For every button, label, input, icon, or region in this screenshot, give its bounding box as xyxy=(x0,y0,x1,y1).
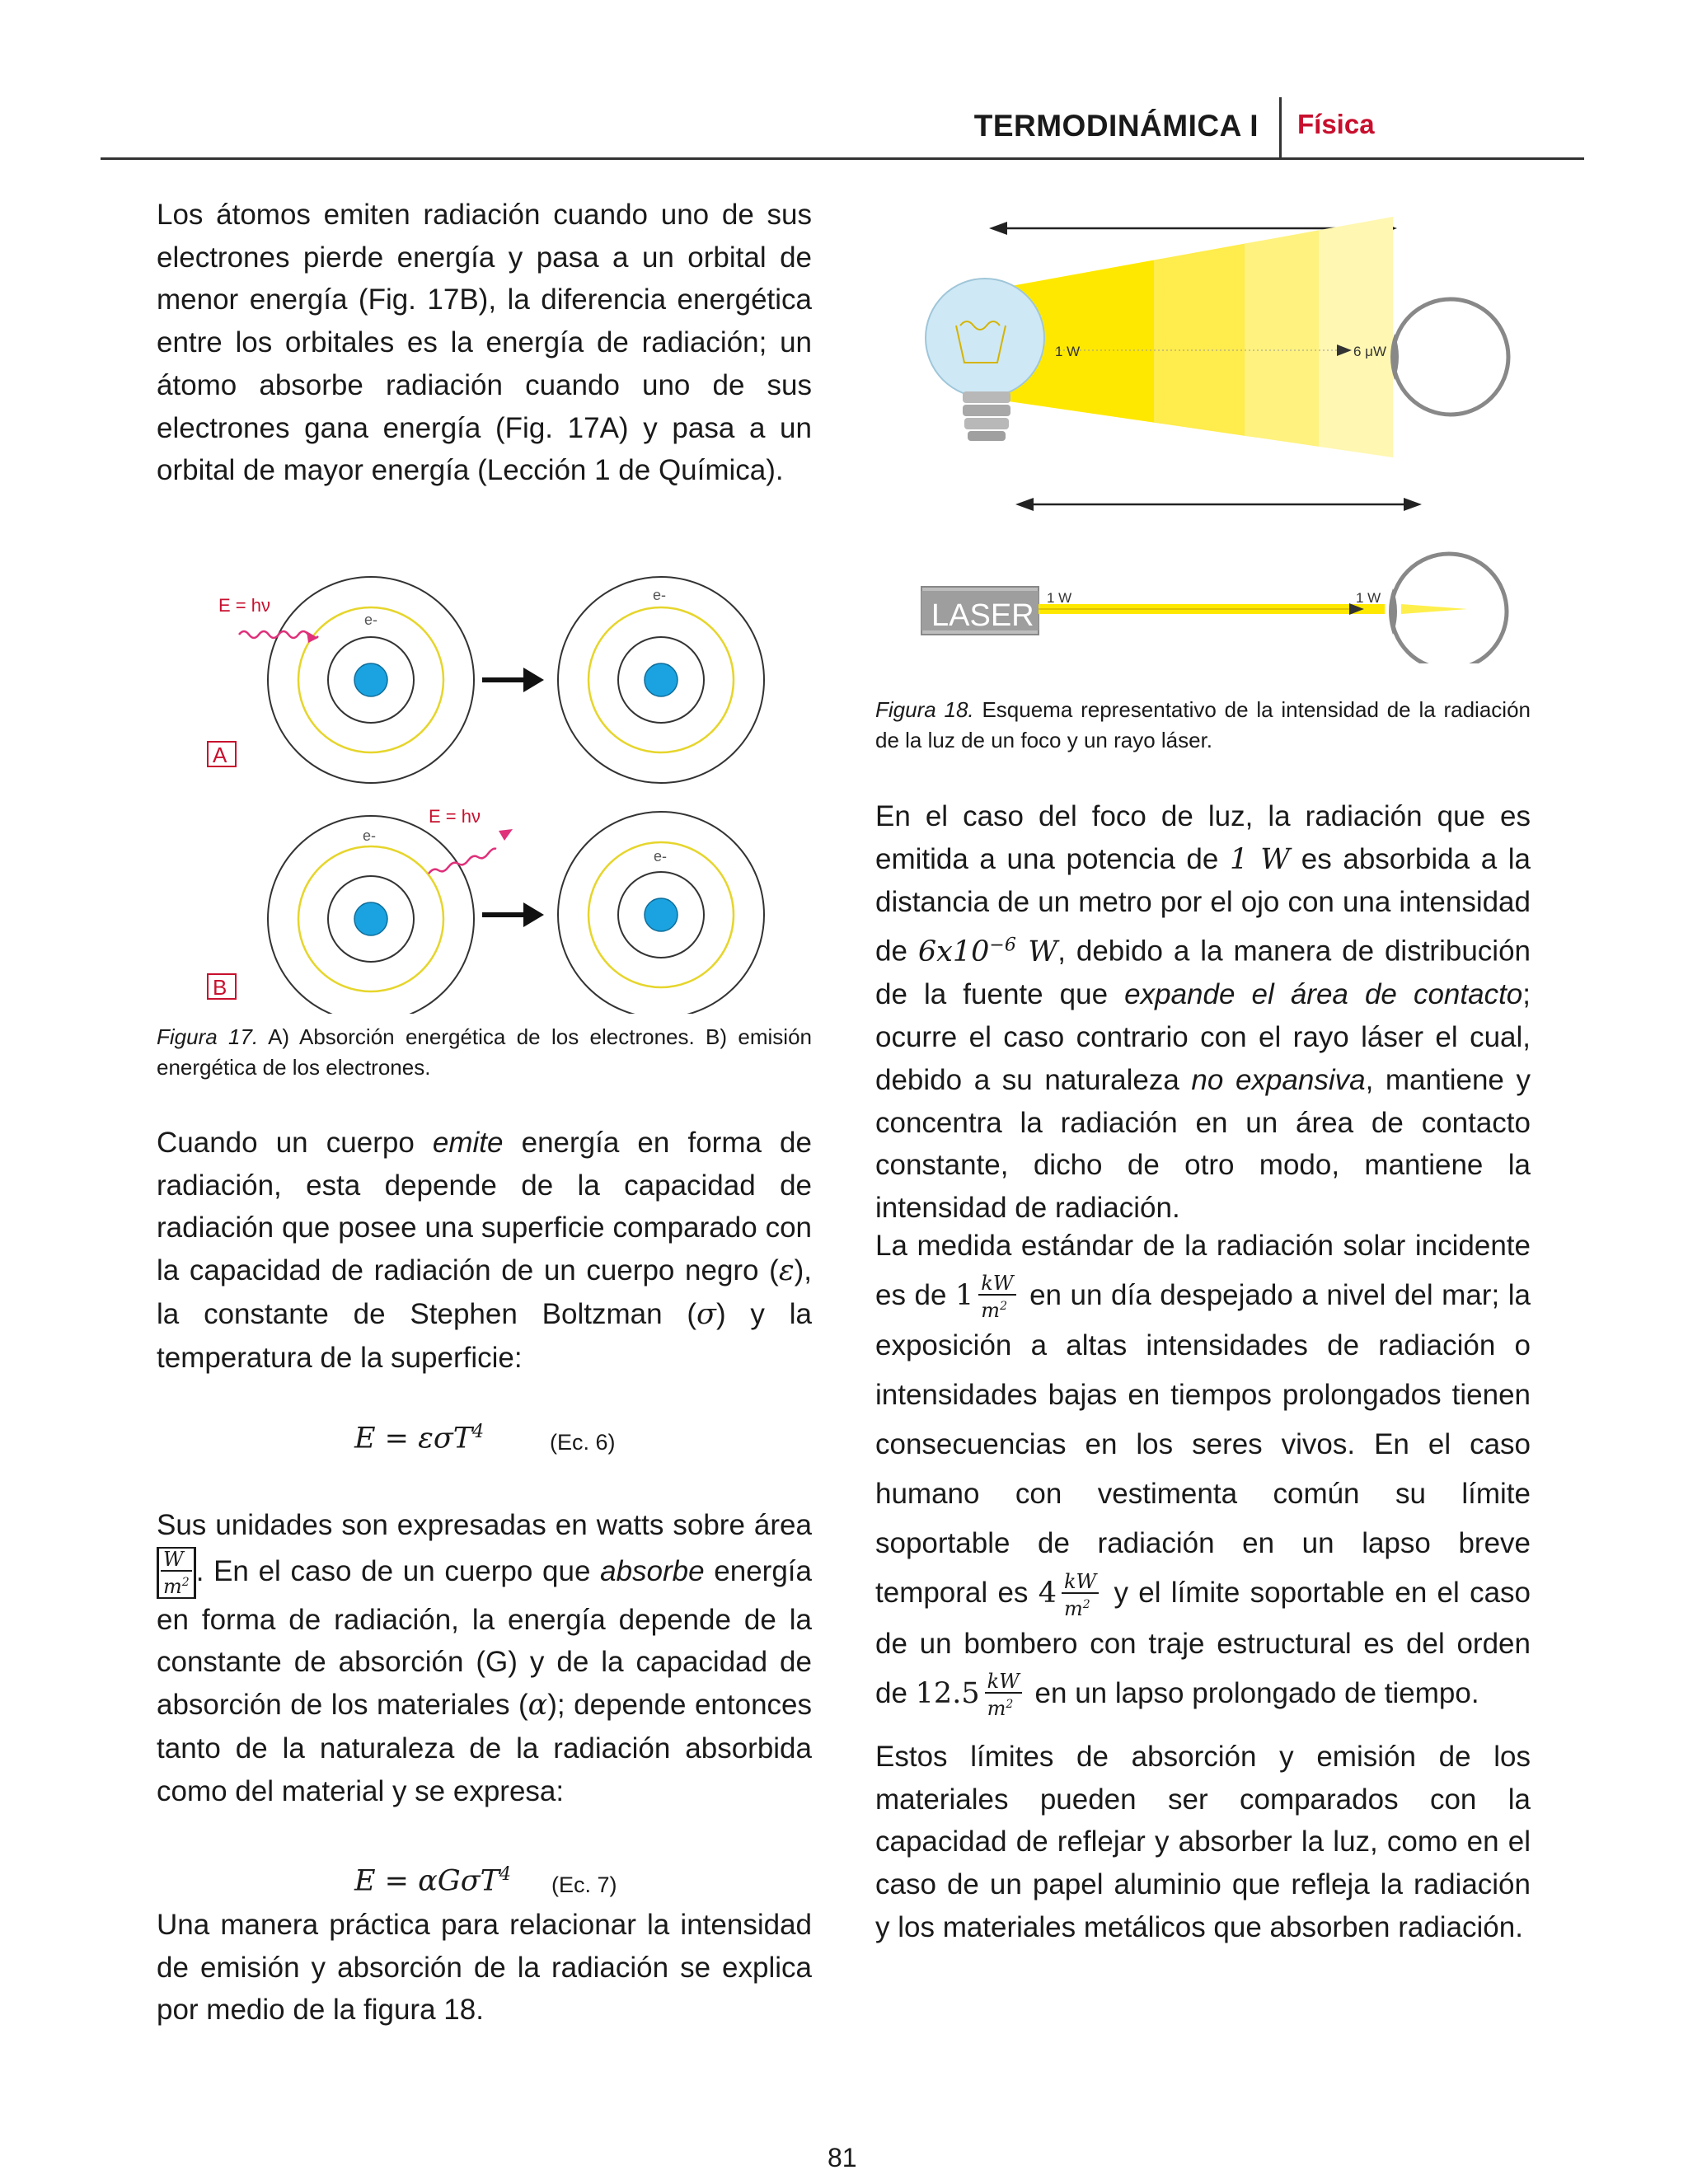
fraction-numerator: W xyxy=(161,1549,192,1572)
panel-label-a: A xyxy=(213,743,227,767)
text-run: En el caso del foco de luz, la radiación que es emitida a una potencia de xyxy=(875,800,1531,875)
symbol-sigma: σ xyxy=(696,1297,716,1331)
atom-b-before xyxy=(268,816,474,1014)
left-paragraph-3 xyxy=(157,1504,812,1812)
text-run: ) y la temperatura de la superficie: xyxy=(157,1297,812,1374)
figure-18-caption xyxy=(875,695,1531,756)
unit-fraction xyxy=(161,1549,192,1597)
text-run: , mantiene y concentra la radiación en un área de contacto constante, dicho de otro modo, mantiene la intensidad de radiación. xyxy=(875,1063,1531,1224)
text-run: en un lapso prolongado de tiempo. xyxy=(1026,1676,1479,1709)
figure-18-diagram xyxy=(907,210,1550,663)
symbol-epsilon: ε xyxy=(778,1254,795,1288)
math-value xyxy=(918,935,1057,968)
fraction-denominator xyxy=(985,1694,1022,1719)
atom-a-after xyxy=(558,577,764,783)
text-run: y el límite soportable en el caso de un bombero con traje estructural es del orden de xyxy=(875,1577,1531,1709)
emphasis: absorbe xyxy=(600,1554,705,1587)
text-run: Sus unidades son expresadas en watts sobre área xyxy=(157,1509,812,1541)
text-run: es absorbida a la distancia de un metro por el ojo con una intensidad de xyxy=(875,842,1531,968)
equation-exponent: 4 xyxy=(472,1422,485,1442)
header-subject: Física xyxy=(1297,109,1375,139)
right-paragraph-3: Estos límites de absorción y emisión de los materiales pueden ser comparados con la capacidad de reflejar y absorber la luz, como en el caso de un papel aluminio que refleja la radiación y los materiales metálicos que absorben radiación. xyxy=(875,1741,1531,1943)
caption-prefix: Figura 17. xyxy=(157,1024,259,1049)
fraction-denominator xyxy=(978,1296,1015,1321)
equation-7-label: (Ec. 7) xyxy=(551,1872,617,1897)
equation-formula: E = εσT xyxy=(354,1422,473,1455)
eye-power-bulb-label: 6 μW xyxy=(1353,344,1387,359)
caption-text: Esquema representativo de la intensidad de la radiación de la luz de un foco y un rayo láser. xyxy=(875,697,1531,752)
header-divider xyxy=(1279,97,1282,160)
equation-6-label: (Ec. 6) xyxy=(550,1430,616,1455)
eye-icon xyxy=(1389,554,1507,663)
fraction-numerator: kW xyxy=(1062,1571,1099,1594)
fraction-denominator-exp: 2 xyxy=(1000,1300,1007,1314)
math-value: 4 xyxy=(1038,1577,1057,1610)
fraction-denominator xyxy=(1062,1594,1099,1619)
text-run: ; ocurre el caso contrario con el rayo láser el cual, debido a su naturaleza xyxy=(875,978,1531,1096)
fraction-denominator-base: m xyxy=(1063,1596,1083,1620)
header-rule xyxy=(101,157,1584,160)
text-run: ), la constante de Stephen Boltzman ( xyxy=(157,1254,812,1330)
text-run: ); depende entonces tanto de la naturaleza de la radiación absorbida como del material y se expresa: xyxy=(157,1689,812,1807)
right-paragraph-1 xyxy=(875,795,1531,1230)
transition-arrow-b xyxy=(482,902,544,927)
equation-formula: E = αGσT xyxy=(354,1864,499,1898)
fraction-denominator-base: m xyxy=(987,1696,1006,1720)
figure-17-diagram xyxy=(157,569,816,1014)
unit-bracket xyxy=(157,1547,196,1599)
unit-fraction xyxy=(985,1671,1022,1719)
fraction-numerator: kW xyxy=(978,1272,1015,1296)
electron-label: e- xyxy=(363,827,377,844)
text-run: , debido a la manera de distribución de la fuente que xyxy=(875,935,1531,1011)
emphasis: no expansiva xyxy=(1191,1063,1366,1096)
electron-label: e- xyxy=(364,612,378,628)
caption-prefix: Figura 18. xyxy=(875,697,974,722)
unit-fraction xyxy=(1062,1571,1099,1619)
light-beam xyxy=(997,210,1393,474)
left-paragraph-4: Una manera práctica para relacionar la intensidad de emisión y absorción de la radiación se explica por medio de la figura 18. xyxy=(157,1909,812,2027)
electron-label: e- xyxy=(654,848,668,865)
left-paragraph-2 xyxy=(157,1122,812,1379)
electron-label: e- xyxy=(653,587,667,603)
equation-6 xyxy=(354,1422,484,1455)
text-run: energía en forma de radiación, la energía depende de la constante de absorción (G) y de la capacidad de absorción de los materiales ( xyxy=(157,1554,812,1722)
photon-label: E = hν xyxy=(429,806,481,827)
unit-fraction xyxy=(978,1272,1015,1321)
laser-label: LASER xyxy=(931,598,1034,633)
fraction-denominator-exp: 2 xyxy=(1082,1597,1090,1611)
bulb-power-label: 1 W xyxy=(1055,344,1081,359)
figure-17-caption xyxy=(157,1022,812,1083)
math-base: 6x10 xyxy=(917,935,990,968)
emphasis: emite xyxy=(432,1127,504,1159)
eye-power-laser-label: 1 W xyxy=(1356,590,1381,606)
equation-7 xyxy=(354,1864,511,1898)
left-paragraph-1: Los átomos emiten radiación cuando uno de sus electrones pierde energía y pasa a un orbital de menor energía (Fig. 17B), la diferencia energética entre los orbitales es la energía de radiación; un átomo absorbe radiación cuando uno de sus electrones gana energía (Fig. 17A) y pasa a un orbital de mayor energía (Lección 1 de Química). xyxy=(157,199,812,487)
atom-b-after xyxy=(558,812,764,1014)
math-value: 1 xyxy=(955,1279,974,1312)
fraction-numerator: kW xyxy=(985,1671,1022,1694)
eye-icon xyxy=(1390,299,1508,415)
fraction-denominator xyxy=(161,1572,192,1597)
photon-label: E = hν xyxy=(218,595,270,616)
caption-text: A) Absorción energética de los electrones. B) emisión energética de los electrones. xyxy=(157,1024,812,1080)
text-run: La medida estándar de la radiación solar incidente es de xyxy=(875,1230,1531,1311)
fraction-denominator-base: m xyxy=(163,1574,182,1598)
text-run: . En el caso de un cuerpo que xyxy=(195,1554,601,1587)
photon-arrowhead xyxy=(499,829,513,841)
math-value: 1 W xyxy=(1229,842,1291,876)
distance-arrow-laser xyxy=(1015,498,1422,511)
right-paragraph-2 xyxy=(875,1221,1531,1719)
page-number: 81 xyxy=(828,2143,857,2172)
laser-power-label: 1 W xyxy=(1047,590,1072,606)
equation-exponent: 4 xyxy=(499,1864,511,1885)
math-exponent: −6 xyxy=(989,935,1016,956)
header-title: TERMODINÁMICA I xyxy=(973,109,1259,143)
text-run: energía en forma de radiación, esta depende de la capacidad de radiación que posee una superficie comparado con la capacidad de radiación de un cuerpo negro ( xyxy=(157,1127,812,1287)
math-unit: W xyxy=(1015,935,1058,968)
math-value: 12.5 xyxy=(915,1676,980,1710)
text-run: en un día despejado a nivel del mar; la exposición a altas intensidades de radiación o intensidades bajas en tiempos prolongados tienen consecuencias en los seres vivos. En el caso humano con vestimenta común su límite soportable de radiación en un lapso breve temporal es xyxy=(875,1279,1531,1610)
panel-label-b: B xyxy=(213,975,227,1000)
transition-arrow-a xyxy=(482,668,544,692)
fraction-denominator-exp: 2 xyxy=(181,1575,190,1589)
light-bulb-icon xyxy=(926,279,1044,441)
fraction-denominator-base: m xyxy=(981,1299,1001,1323)
fraction-denominator-exp: 2 xyxy=(1006,1697,1014,1711)
emphasis: expande el área de contacto xyxy=(1124,978,1523,1011)
atom-a-before xyxy=(268,577,474,783)
symbol-alpha: α xyxy=(528,1689,548,1722)
text-run: Cuando un cuerpo xyxy=(157,1127,433,1159)
